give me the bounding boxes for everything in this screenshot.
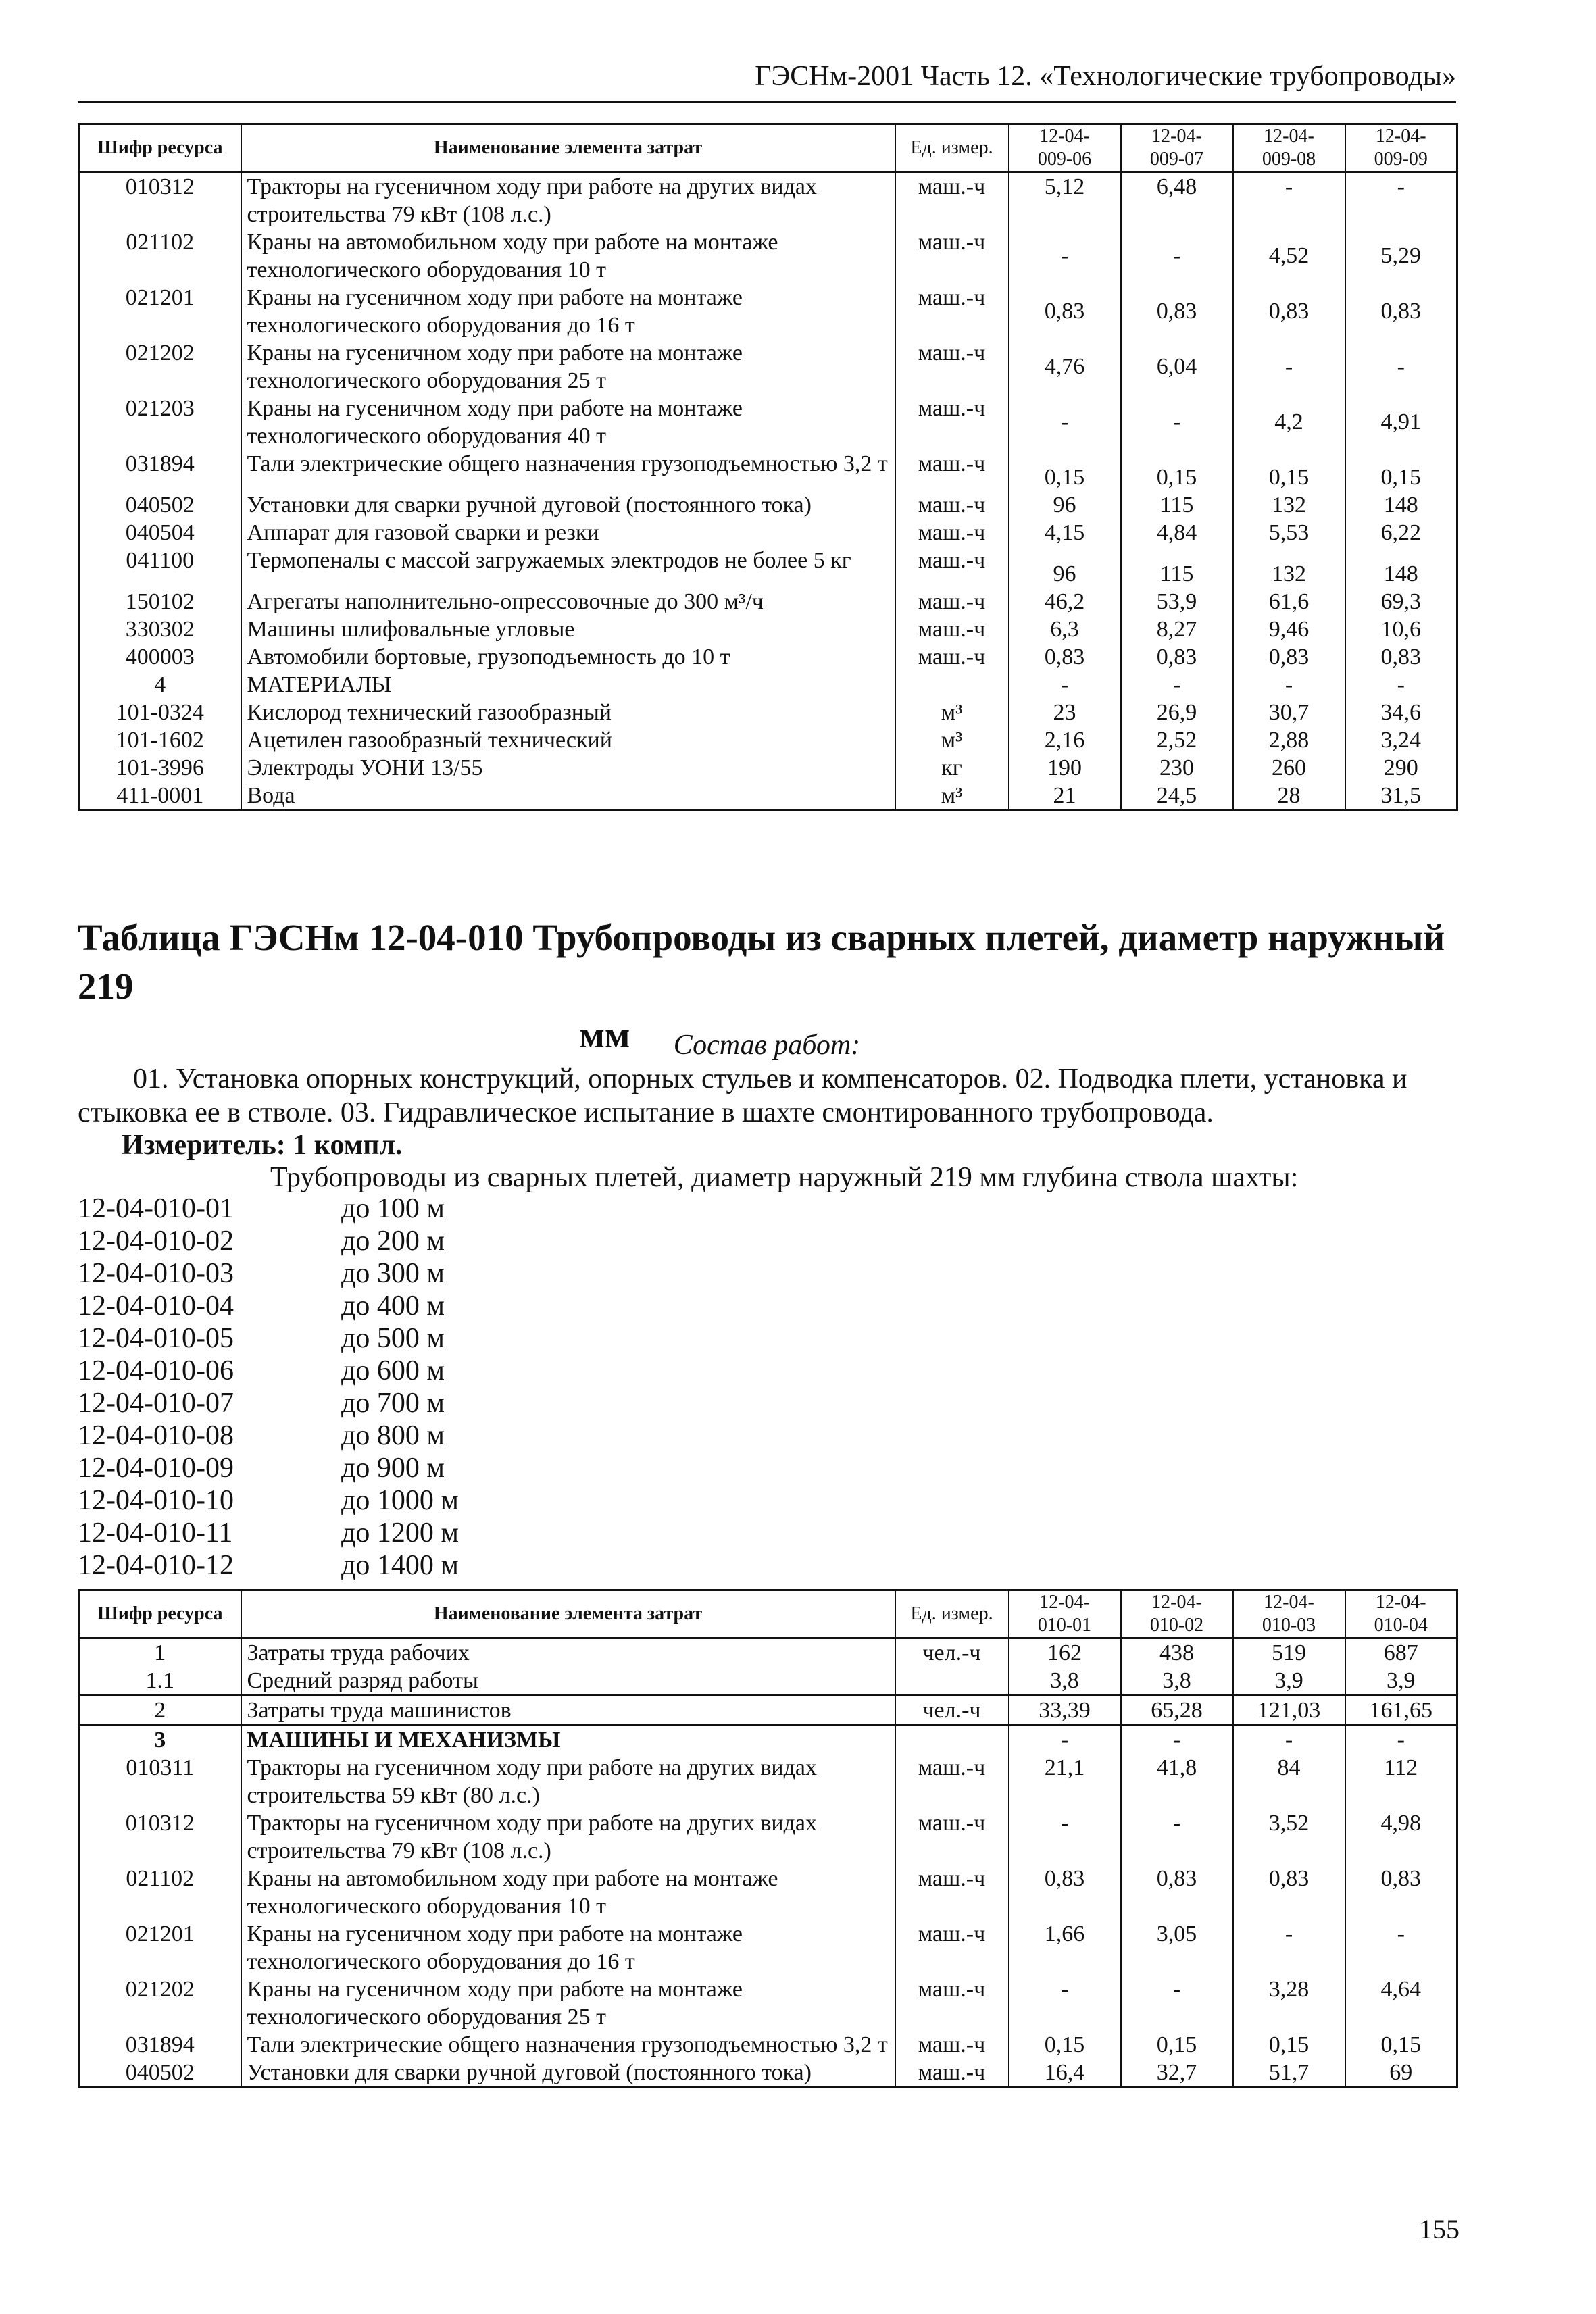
table-row: [79, 726, 1457, 754]
column-header-variant: 12-04- 009-08: [1233, 124, 1345, 172]
table-row: [79, 699, 1457, 726]
norm-value: 3,8: [1009, 1667, 1121, 1696]
resource-unit: маш.-ч: [895, 615, 1009, 643]
norm-value: 6,48: [1121, 172, 1233, 229]
norm-value: 230: [1121, 754, 1233, 782]
norm-value: 21,1: [1009, 1754, 1121, 1809]
resource-code: 010311: [79, 1754, 241, 1809]
norm-value: 6,04: [1121, 339, 1233, 395]
norm-value: 3,9: [1345, 1667, 1457, 1696]
norm-value: 0,83: [1345, 1865, 1457, 1920]
variant-row: [78, 1517, 753, 1549]
norm-value: 161,65: [1345, 1696, 1457, 1726]
resource-name: МАШИНЫ И МЕХАНИЗМЫ: [241, 1726, 895, 1755]
resource-name: Краны на гусеничном ходу при работе на монтаже технологического оборудования 40 т: [241, 395, 895, 450]
table-row: [79, 671, 1457, 699]
resource-unit: маш.-ч: [895, 588, 1009, 615]
resource-code: 101-0324: [79, 699, 241, 726]
resource-unit: м³: [895, 699, 1009, 726]
norm-value: 4,2: [1233, 395, 1345, 450]
resource-name: Ацетилен газообразный технический: [241, 726, 895, 754]
resource-code: 021202: [79, 1976, 241, 2031]
table-row: [79, 1920, 1457, 1976]
norm-value: 0,15: [1233, 450, 1345, 491]
norm-value: 0,15: [1009, 450, 1121, 491]
page-number: 155: [1419, 2214, 1460, 2244]
resource-unit: маш.-ч: [895, 2059, 1009, 2088]
table-row: [79, 172, 1457, 229]
variant-row: [78, 1225, 753, 1257]
header-rule: [78, 101, 1456, 103]
resource-code: 040502: [79, 491, 241, 519]
variant-row: [78, 1290, 753, 1322]
variants-list: [78, 1192, 753, 1582]
norm-value: 0,15: [1233, 2031, 1345, 2059]
variant-row: [78, 1192, 753, 1225]
table-row: [79, 450, 1457, 491]
resource-unit: чел.-ч: [895, 1696, 1009, 1726]
norm-value: -: [1233, 671, 1345, 699]
resource-code: 2: [79, 1696, 241, 1726]
table-row: [79, 1865, 1457, 1920]
norm-value: 0,83: [1009, 643, 1121, 671]
variant-code: 12-04-010-02: [78, 1226, 234, 1257]
norm-value: -: [1009, 228, 1121, 284]
variant-code: 12-04-010-03: [78, 1258, 234, 1289]
norm-value: 96: [1009, 491, 1121, 519]
resource-name: МАТЕРИАЛЫ: [241, 671, 895, 699]
variant-row: [78, 1387, 753, 1419]
norm-value: 3,52: [1233, 1809, 1345, 1865]
resource-name: Краны на гусеничном ходу при работе на монтаже технологического оборудования до 16 т: [241, 284, 895, 339]
norm-value: 5,12: [1009, 172, 1121, 229]
norm-value: 26,9: [1121, 699, 1233, 726]
norm-value: 0,83: [1009, 1865, 1121, 1920]
norm-value: 290: [1345, 754, 1457, 782]
running-header: ГЭСНм-2001 Часть 12. «Технологические трубопроводы»: [755, 61, 1456, 92]
table-row: [79, 782, 1457, 811]
resource-name: Установки для сварки ручной дуговой (постоянного тока): [241, 2059, 895, 2088]
norm-value: 24,5: [1121, 782, 1233, 811]
variant-row: [78, 1419, 753, 1452]
norm-value: 0,15: [1345, 2031, 1457, 2059]
norm-value: -: [1009, 1976, 1121, 2031]
resource-code: 021202: [79, 339, 241, 395]
norm-value: 687: [1345, 1638, 1457, 1667]
norm-value: 0,15: [1121, 2031, 1233, 2059]
variant-depth: до 200 м: [341, 1226, 445, 1257]
resource-name: Аппарат для газовой сварки и резки: [241, 519, 895, 547]
variant-depth: до 100 м: [341, 1193, 445, 1224]
norm-value: -: [1009, 1809, 1121, 1865]
resource-unit: маш.-ч: [895, 491, 1009, 519]
resource-unit: маш.-ч: [895, 1976, 1009, 2031]
norm-value: 3,24: [1345, 726, 1457, 754]
variant-depth: до 800 м: [341, 1420, 445, 1451]
resource-unit: маш.-ч: [895, 2031, 1009, 2059]
norm-value: -: [1009, 671, 1121, 699]
column-header-code: Шифр ресурса: [79, 124, 241, 172]
column-header-variant: 12-04- 009-07: [1121, 124, 1233, 172]
norm-value: 0,83: [1233, 1865, 1345, 1920]
variant-code: 12-04-010-07: [78, 1388, 234, 1419]
norm-value: 2,16: [1009, 726, 1121, 754]
resource-code: 010312: [79, 172, 241, 229]
norm-value: 0,83: [1233, 284, 1345, 339]
norm-value: 46,2: [1009, 588, 1121, 615]
norm-value: 0,83: [1121, 1865, 1233, 1920]
resource-name: Краны на гусеничном ходу при работе на монтаже технологического оборудования 25 т: [241, 1976, 895, 2031]
resource-name: Тракторы на гусеничном ходу при работе на других видах строительства 79 кВт (108 л.с.): [241, 172, 895, 229]
norm-value: 2,52: [1121, 726, 1233, 754]
resource-unit: кг: [895, 754, 1009, 782]
resource-name: Термопеналы с массой загружаемых электродов не более 5 кг: [241, 547, 895, 588]
norm-value: 112: [1345, 1754, 1457, 1809]
norm-value: -: [1233, 1920, 1345, 1976]
norm-value: 0,83: [1345, 643, 1457, 671]
norm-value: -: [1121, 1726, 1233, 1755]
table-row: [79, 1638, 1457, 1667]
norm-value: 61,6: [1233, 588, 1345, 615]
variant-code: 12-04-010-08: [78, 1420, 234, 1451]
norm-value: 0,15: [1009, 2031, 1121, 2059]
variant-depth: до 500 м: [341, 1323, 445, 1354]
section-title-line2: мм: [579, 1014, 630, 1055]
table-row: [79, 588, 1457, 615]
column-header-variant: 12-04- 009-09: [1345, 124, 1457, 172]
resource-code: 4: [79, 671, 241, 699]
resource-name: Краны на автомобильном ходу при работе на монтаже технологического оборудования 10 т: [241, 228, 895, 284]
table-row: [79, 339, 1457, 395]
resource-unit: маш.-ч: [895, 172, 1009, 229]
norm-value: -: [1345, 1726, 1457, 1755]
norm-value: 34,6: [1345, 699, 1457, 726]
variant-depth: до 1200 м: [341, 1517, 459, 1549]
norm-value: -: [1345, 1920, 1457, 1976]
resource-name: Тракторы на гусеничном ходу при работе на других видах строительства 79 кВт (108 л.с.): [241, 1809, 895, 1865]
variant-code: 12-04-010-05: [78, 1323, 234, 1354]
norm-value: 148: [1345, 547, 1457, 588]
norm-value: 132: [1233, 491, 1345, 519]
composition-heading: Состав работ:: [673, 1030, 861, 1061]
norm-value: 4,91: [1345, 395, 1457, 450]
table-row: [79, 2031, 1457, 2059]
resource-code: 400003: [79, 643, 241, 671]
resource-code: 021203: [79, 395, 241, 450]
meter-line: Измеритель: 1 компл.: [122, 1130, 403, 1161]
norm-value: 0,83: [1121, 643, 1233, 671]
composition-text: 01. Установка опорных конструкций, опорных стульев и компенсаторов. 02. Подводка плети, установка и стыковка ее в стволе. 03. Гидравлическое испытание в шахте смонтированного трубопровода.: [78, 1063, 1407, 1128]
table-row: [79, 547, 1457, 588]
resource-unit: [895, 671, 1009, 699]
resource-name: Затраты труда рабочих: [241, 1638, 895, 1667]
resource-code: 031894: [79, 450, 241, 491]
table-row: [79, 643, 1457, 671]
resource-name: Краны на автомобильном ходу при работе на монтаже технологического оборудования 10 т: [241, 1865, 895, 1920]
norm-value: 33,39: [1009, 1696, 1121, 1726]
norm-value: -: [1121, 1809, 1233, 1865]
norm-value: 32,7: [1121, 2059, 1233, 2088]
norm-value: -: [1345, 339, 1457, 395]
norm-value: 65,28: [1121, 1696, 1233, 1726]
variant-code: 12-04-010-11: [78, 1517, 233, 1549]
variant-code: 12-04-010-09: [78, 1453, 234, 1484]
norm-value: 6,3: [1009, 615, 1121, 643]
resource-name: Вода: [241, 782, 895, 811]
norm-value: -: [1121, 1976, 1233, 2031]
norm-value: 23: [1009, 699, 1121, 726]
norm-value: 4,52: [1233, 228, 1345, 284]
resource-name: Автомобили бортовые, грузоподъемность до 10 т: [241, 643, 895, 671]
norm-value: 69: [1345, 2059, 1457, 2088]
table-row: [79, 1754, 1457, 1809]
column-header-variant: 12-04- 010-04: [1345, 1590, 1457, 1638]
norm-value: 4,98: [1345, 1809, 1457, 1865]
norm-value: 115: [1121, 491, 1233, 519]
column-header-name: Наименование элемента затрат: [241, 124, 895, 172]
norm-value: 51,7: [1233, 2059, 1345, 2088]
norm-value: 6,22: [1345, 519, 1457, 547]
norm-value: 162: [1009, 1638, 1121, 1667]
norm-value: 1,66: [1009, 1920, 1121, 1976]
variant-depth: до 700 м: [341, 1388, 445, 1419]
norm-value: 21: [1009, 782, 1121, 811]
resource-code: 021102: [79, 228, 241, 284]
resource-name: Тракторы на гусеничном ходу при работе на других видах строительства 59 кВт (80 л.с.): [241, 1754, 895, 1809]
resource-unit: маш.-ч: [895, 547, 1009, 588]
column-header-code: Шифр ресурса: [79, 1590, 241, 1638]
resource-unit: м³: [895, 782, 1009, 811]
norm-value: 69,3: [1345, 588, 1457, 615]
resource-name: Затраты труда машинистов: [241, 1696, 895, 1726]
norm-value: 0,15: [1121, 450, 1233, 491]
resource-code: 1.1: [79, 1667, 241, 1696]
variant-code: 12-04-010-10: [78, 1485, 234, 1516]
variant-code: 12-04-010-01: [78, 1193, 234, 1224]
norm-value: 28: [1233, 782, 1345, 811]
norm-value: 121,03: [1233, 1696, 1345, 1726]
section-title-line1: Таблица ГЭСНм 12-04-010 Трубопроводы из сварных плетей, диаметр наружный 219: [78, 917, 1445, 1007]
variant-code: 12-04-010-06: [78, 1355, 234, 1386]
resource-unit: м³: [895, 726, 1009, 754]
norm-value: 30,7: [1233, 699, 1345, 726]
table-row: [79, 1667, 1457, 1696]
variant-row: [78, 1355, 753, 1387]
resource-unit: маш.-ч: [895, 395, 1009, 450]
variant-row: [78, 1322, 753, 1355]
variant-row: [78, 1484, 753, 1517]
resource-unit: маш.-ч: [895, 339, 1009, 395]
norm-value: 132: [1233, 547, 1345, 588]
variant-depth: до 900 м: [341, 1453, 445, 1484]
norm-value: 3,9: [1233, 1667, 1345, 1696]
resource-code: 021102: [79, 1865, 241, 1920]
variant-row: [78, 1549, 753, 1582]
resource-unit: маш.-ч: [895, 519, 1009, 547]
resource-unit: [895, 1667, 1009, 1696]
norm-value: 96: [1009, 547, 1121, 588]
resource-name: Средний разряд работы: [241, 1667, 895, 1696]
resource-code: 330302: [79, 615, 241, 643]
resource-code: 021201: [79, 284, 241, 339]
resource-unit: чел.-ч: [895, 1638, 1009, 1667]
norm-value: 8,27: [1121, 615, 1233, 643]
table-row: [79, 1726, 1457, 1755]
norm-value: -: [1345, 671, 1457, 699]
table-row: [79, 1696, 1457, 1726]
resource-code: 041100: [79, 547, 241, 588]
norm-value: 0,15: [1345, 450, 1457, 491]
variants-intro: Трубопроводы из сварных плетей, диаметр наружный 219 мм глубина ствола шахты:: [270, 1162, 1299, 1193]
norm-value: 3,28: [1233, 1976, 1345, 2031]
table-row: [79, 284, 1457, 339]
table-body: [79, 1638, 1457, 2088]
resource-name: Тали электрические общего назначения грузоподъемностью 3,2 т: [241, 450, 895, 491]
resource-code: 3: [79, 1726, 241, 1755]
norm-value: 2,88: [1233, 726, 1345, 754]
table-row: [79, 519, 1457, 547]
norm-value: 31,5: [1345, 782, 1457, 811]
resource-unit: маш.-ч: [895, 643, 1009, 671]
resource-name: Краны на гусеничном ходу при работе на монтаже технологического оборудования 25 т: [241, 339, 895, 395]
variant-code: 12-04-010-04: [78, 1290, 234, 1322]
norm-value: 5,29: [1345, 228, 1457, 284]
table-row: [79, 754, 1457, 782]
norm-value: 438: [1121, 1638, 1233, 1667]
norm-value: 4,64: [1345, 1976, 1457, 2031]
norm-value: -: [1009, 1726, 1121, 1755]
column-header-variant: 12-04- 009-06: [1009, 124, 1121, 172]
norm-value: 0,83: [1345, 284, 1457, 339]
norm-value: 4,15: [1009, 519, 1121, 547]
norm-value: -: [1233, 1726, 1345, 1755]
variant-depth: до 1000 м: [341, 1485, 459, 1516]
resource-unit: маш.-ч: [895, 284, 1009, 339]
resource-code: 101-3996: [79, 754, 241, 782]
column-header-name: Наименование элемента затрат: [241, 1590, 895, 1638]
resource-code: 411-0001: [79, 782, 241, 811]
column-header-variant: 12-04- 010-01: [1009, 1590, 1121, 1638]
table-row: [79, 395, 1457, 450]
resource-table-010: [78, 1589, 1458, 2088]
norm-value: -: [1233, 339, 1345, 395]
norm-value: 115: [1121, 547, 1233, 588]
column-header-unit: Ед. измер.: [895, 124, 1009, 172]
column-header-variant: 12-04- 010-03: [1233, 1590, 1345, 1638]
variant-depth: до 300 м: [341, 1258, 445, 1289]
table-header-row: [79, 124, 1457, 172]
table-body: [79, 172, 1457, 811]
norm-value: 190: [1009, 754, 1121, 782]
resource-name: Машины шлифовальные угловые: [241, 615, 895, 643]
norm-value: 53,9: [1121, 588, 1233, 615]
resource-code: 040502: [79, 2059, 241, 2088]
norm-value: 9,46: [1233, 615, 1345, 643]
norm-value: 4,76: [1009, 339, 1121, 395]
resource-unit: [895, 1726, 1009, 1755]
norm-value: -: [1345, 172, 1457, 229]
variant-row: [78, 1452, 753, 1484]
norm-value: 10,6: [1345, 615, 1457, 643]
resource-code: 101-1602: [79, 726, 241, 754]
resource-code: 1: [79, 1638, 241, 1667]
resource-code: 031894: [79, 2031, 241, 2059]
resource-unit: маш.-ч: [895, 1809, 1009, 1865]
norm-value: 4,84: [1121, 519, 1233, 547]
norm-value: -: [1121, 395, 1233, 450]
resource-unit: маш.-ч: [895, 1920, 1009, 1976]
resource-name: Краны на гусеничном ходу при работе на монтаже технологического оборудования до 16 т: [241, 1920, 895, 1976]
norm-value: -: [1121, 671, 1233, 699]
table-row: [79, 1976, 1457, 2031]
table-row: [79, 491, 1457, 519]
norm-value: 3,8: [1121, 1667, 1233, 1696]
norm-value: 519: [1233, 1638, 1345, 1667]
resource-unit: маш.-ч: [895, 228, 1009, 284]
norm-value: 16,4: [1009, 2059, 1121, 2088]
resource-unit: маш.-ч: [895, 450, 1009, 491]
norm-value: 0,83: [1121, 284, 1233, 339]
norm-value: 0,83: [1009, 284, 1121, 339]
column-header-variant: 12-04- 010-02: [1121, 1590, 1233, 1638]
norm-value: -: [1121, 228, 1233, 284]
table-header-row: [79, 1590, 1457, 1638]
norm-value: 3,05: [1121, 1920, 1233, 1976]
resource-code: 150102: [79, 588, 241, 615]
resource-name: Тали электрические общего назначения грузоподъемностью 3,2 т: [241, 2031, 895, 2059]
table-row: [79, 2059, 1457, 2088]
table-row: [79, 228, 1457, 284]
resource-unit: маш.-ч: [895, 1754, 1009, 1809]
resource-table-009: [78, 123, 1458, 811]
column-header-unit: Ед. измер.: [895, 1590, 1009, 1638]
resource-code: 021201: [79, 1920, 241, 1976]
resource-name: Электроды УОНИ 13/55: [241, 754, 895, 782]
norm-value: 260: [1233, 754, 1345, 782]
norm-value: -: [1233, 172, 1345, 229]
resource-code: 010312: [79, 1809, 241, 1865]
resource-code: 040504: [79, 519, 241, 547]
resource-name: Установки для сварки ручной дуговой (постоянного тока): [241, 491, 895, 519]
resource-name: Агрегаты наполнительно-опрессовочные до 300 м³/ч: [241, 588, 895, 615]
variant-depth: до 600 м: [341, 1355, 445, 1386]
norm-value: -: [1009, 395, 1121, 450]
variant-depth: до 1400 м: [341, 1550, 459, 1581]
norm-value: 5,53: [1233, 519, 1345, 547]
norm-value: 148: [1345, 491, 1457, 519]
norm-value: 41,8: [1121, 1754, 1233, 1809]
resource-unit: маш.-ч: [895, 1865, 1009, 1920]
variant-row: [78, 1257, 753, 1290]
norm-value: 84: [1233, 1754, 1345, 1809]
table-row: [79, 1809, 1457, 1865]
norm-value: 0,83: [1233, 643, 1345, 671]
table-row: [79, 615, 1457, 643]
variant-depth: до 400 м: [341, 1290, 445, 1322]
resource-name: Кислород технический газообразный: [241, 699, 895, 726]
variant-code: 12-04-010-12: [78, 1550, 234, 1581]
